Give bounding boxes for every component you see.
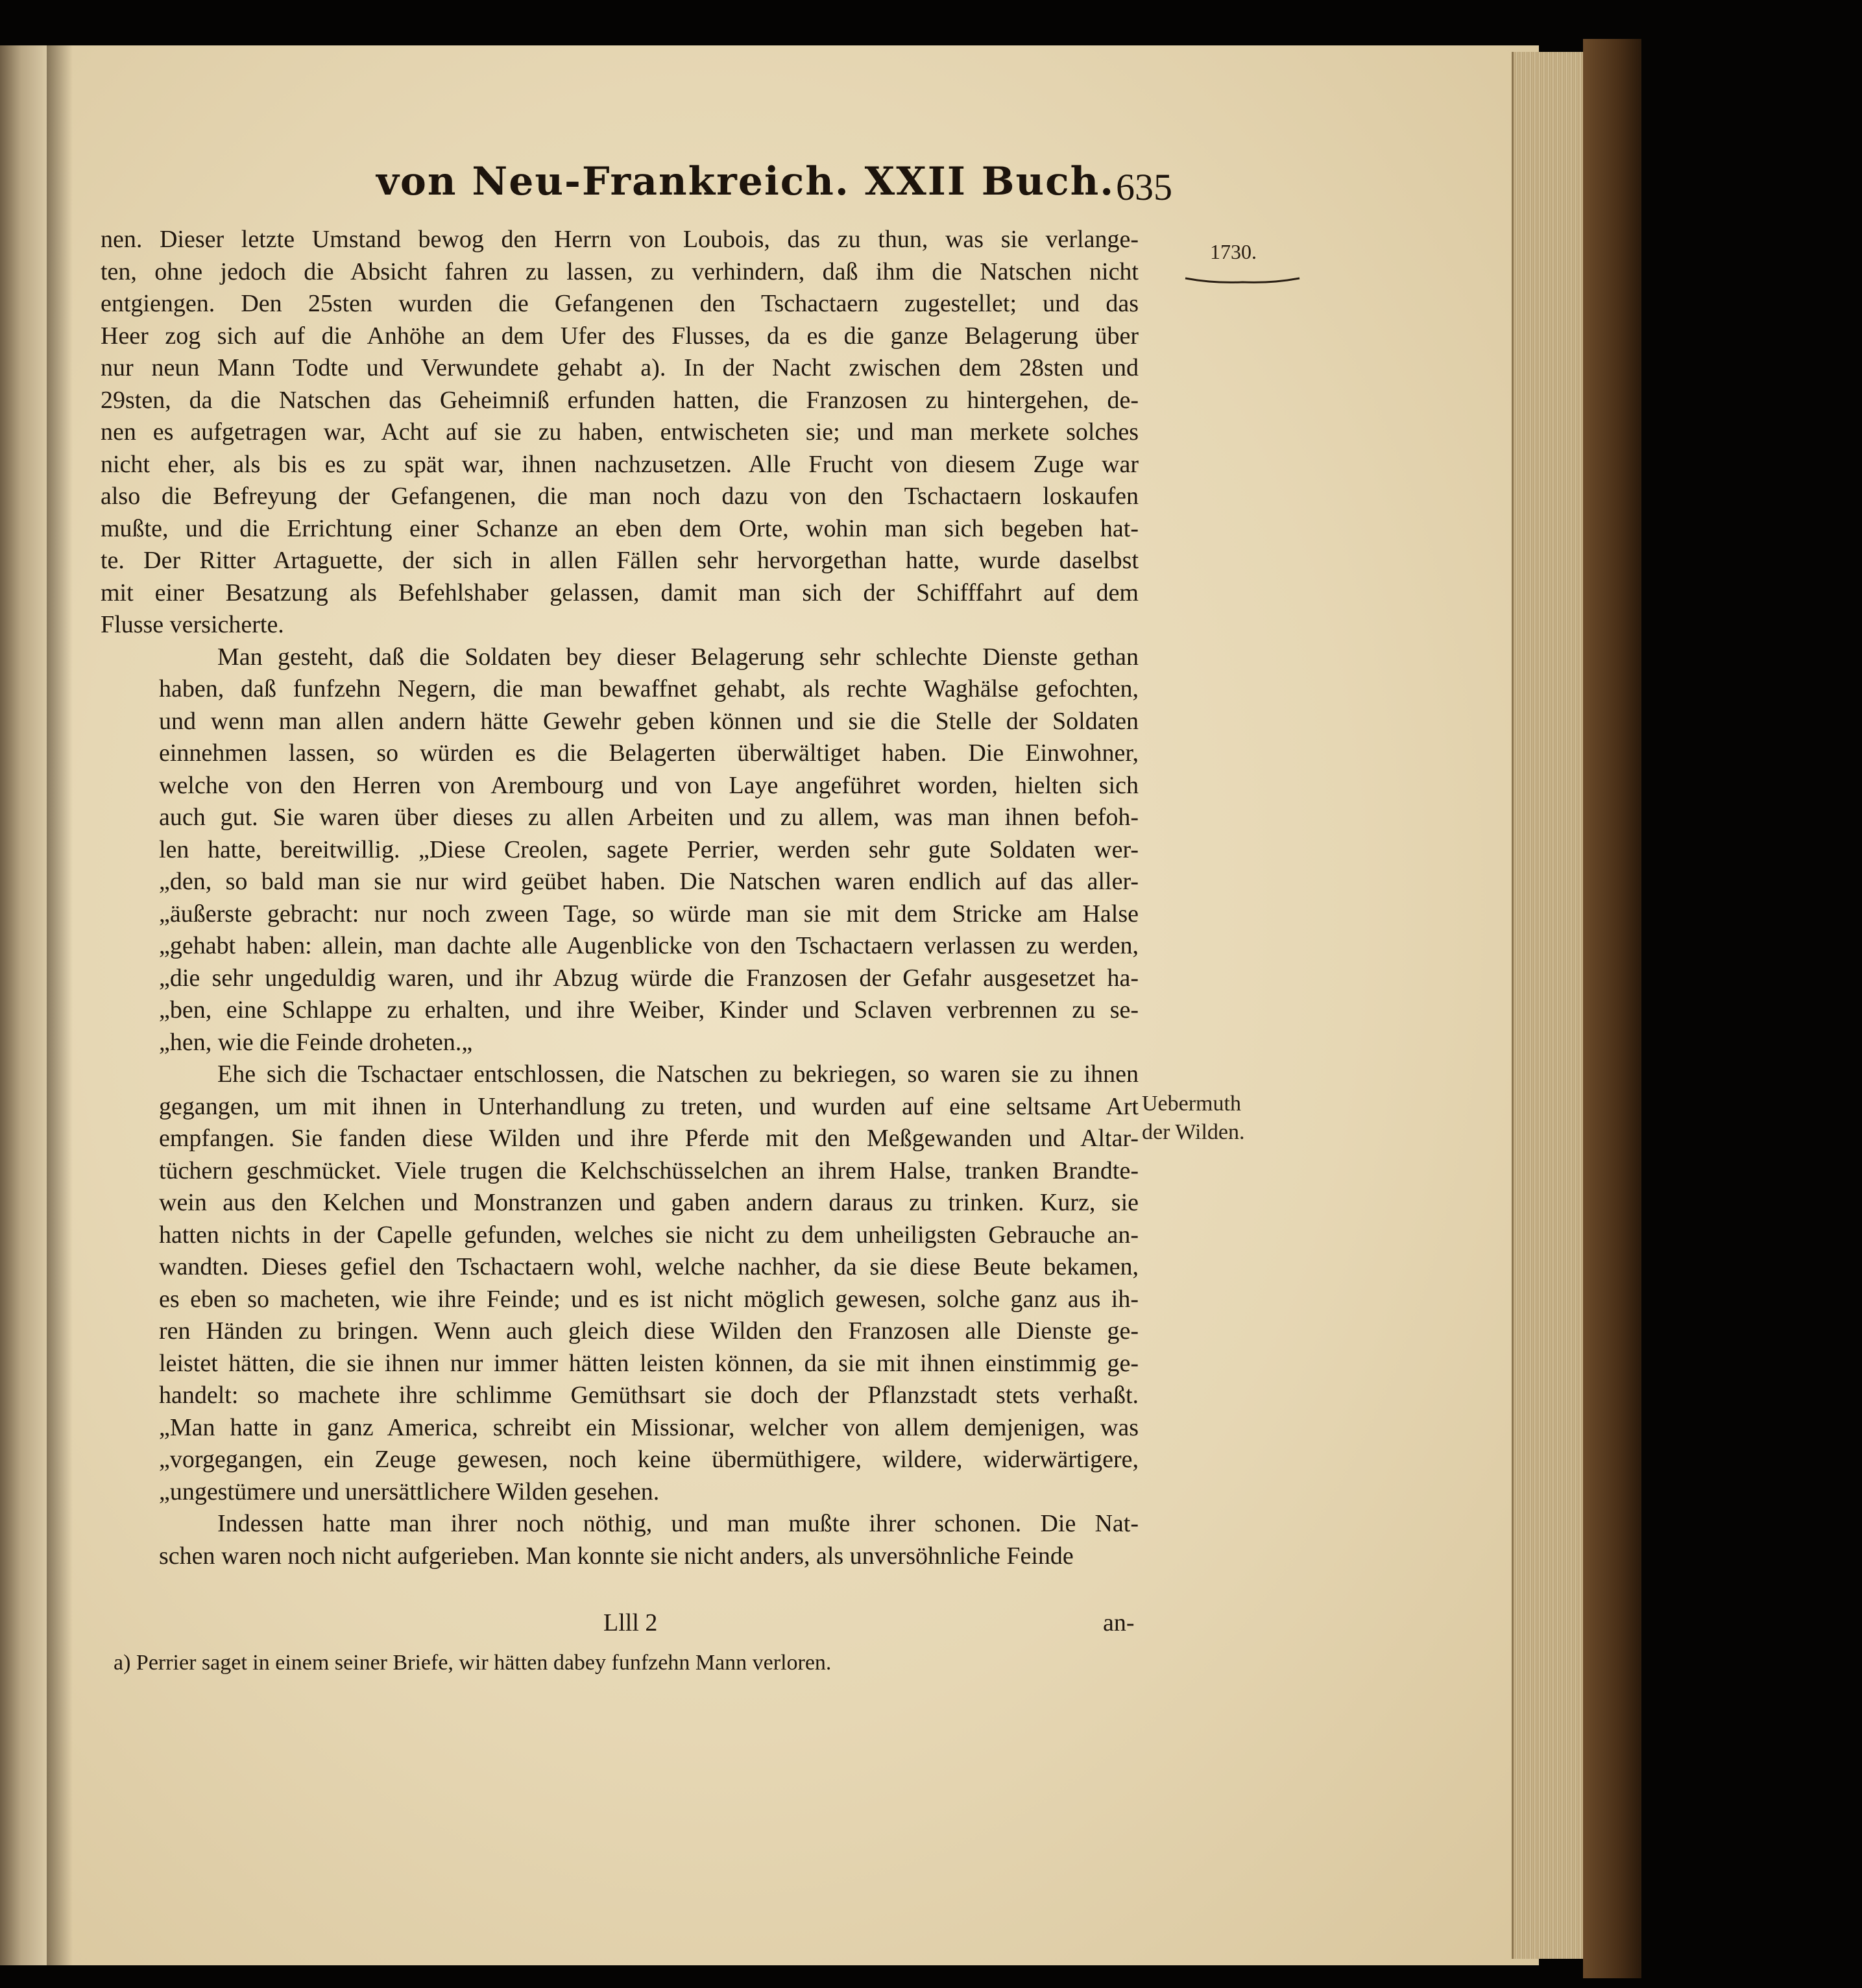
- page-header: [376, 159, 1220, 224]
- text-line: schen waren noch nicht aufgerieben. Man konnte sie nicht anders, als unversöhnliche Feinde: [159, 1542, 1074, 1570]
- text-line: einnehmen lassen, so würden es die Belagerten überwältiget haben. Die Einwohner,: [159, 739, 1139, 767]
- text-line: tüchern geschmücket. Viele trugen die Kelchschüsselchen an ihrem Halse, tranken Brandte-: [159, 1156, 1139, 1184]
- text-line: welche von den Herren von Arembourg und von Laye angeführet worden, hielten sich: [159, 771, 1139, 799]
- catchword: an-: [1103, 1609, 1135, 1636]
- text-line: gegangen, um mit ihnen in Unterhandlung zu treten, und wurden auf eine seltsame Art: [159, 1092, 1139, 1120]
- text-line: len hatte, bereitwillig. „Diese Creolen, sagete Perrier, werden sehr gute Soldaten wer-: [159, 835, 1139, 863]
- left-page-edge: [0, 45, 48, 1965]
- text-line: „ben, eine Schlappe zu erhalten, und ihre Weiber, Kinder und Sclaven verbrennen zu se-: [159, 996, 1139, 1024]
- text-line: „gehabt haben: allein, man dachte alle Augenblicke von den Tschactaern verlassen zu werden,: [159, 932, 1139, 959]
- book-cover: [1583, 39, 1641, 1978]
- text-line: wandten. Dieses gefiel den Tschactaern wohl, welche nachher, da sie diese Beute bekamen,: [159, 1253, 1139, 1280]
- side-note-line: der Wilden.: [1142, 1120, 1245, 1144]
- year-rule-ornament: [1184, 276, 1301, 285]
- text-line: „äußerste gebracht: nur noch zween Tage, so würde man sie mit dem Stricke am Halse: [159, 900, 1139, 928]
- paragraph: [101, 1508, 1139, 1572]
- text-line: hatten nichts in der Capelle gefunden, welches sie nicht zu dem unheiligsten Gebrauche an-: [159, 1221, 1139, 1249]
- text-line: nicht eher, als bis es zu spät war, ihnen nachzusetzen. Alle Frucht von diesem Zuge war: [101, 450, 1139, 478]
- text-line: „den, so bald man sie nur wird geübet haben. Die Natschen waren endlich auf das aller-: [159, 868, 1139, 895]
- text-line: nen es aufgetragen war, Acht auf sie zu haben, entwischeten sie; und man merkete solches: [101, 418, 1139, 446]
- text-line: also die Befreyung der Gefangenen, die man noch dazu von den Tschactaern loskaufen: [101, 483, 1139, 510]
- text-line: Heer zog sich auf die Anhöhe an dem Ufer des Flusses, da es die ganze Belagerung über: [101, 322, 1139, 350]
- text-line: ten, ohne jedoch die Absicht fahren zu lassen, zu verhindern, daß ihm die Natschen nicht: [101, 257, 1139, 285]
- text-line: Ehe sich die Tschactaer entschlossen, die Natschen zu bekriegen, so waren sie zu ihnen: [217, 1060, 1139, 1088]
- text-line: leistet hätten, die sie ihnen nur immer hätten leisten können, da sie mit ihnen einstimmig ge-: [159, 1349, 1139, 1377]
- page-edges: [1512, 52, 1585, 1959]
- text-line: nen. Dieser letzte Umstand bewog den Herrn von Loubois, das zu thun, was sie verlange-: [101, 226, 1139, 253]
- margin-side-note: [1142, 1090, 1272, 1147]
- text-line: „vorgegangen, ein Zeuge gewesen, noch keine übermüthigere, wildere, widerwärtigere,: [159, 1446, 1139, 1473]
- text-line: mußte, und die Errichtung einer Schanze an eben dem Orte, wohin man sich begeben hat-: [101, 514, 1139, 542]
- text-line: handelt: so machete ihre schlimme Gemüthsart sie doch der Pflanzstadt stets verhaßt.: [159, 1382, 1139, 1409]
- signature-mark: Llll 2: [603, 1609, 658, 1636]
- bleed-through-note: [1213, 752, 1311, 777]
- text-line: Flusse versicherte.: [101, 611, 284, 638]
- running-head: von Neu-Frankreich. XXII Buch.: [376, 159, 1115, 204]
- text-line: empfangen. Sie fanden diese Wilden und ihre Pferde mit den Meßgewanden und Altar-: [159, 1125, 1139, 1152]
- text-line: Indessen hatte man ihrer noch nöthig, und man mußte ihrer schonen. Die Nat-: [217, 1510, 1139, 1537]
- body-text: [101, 224, 1139, 1572]
- text-line: es eben so macheten, wie ihre Feinde; und es ist nicht möglich gewesen, solche ganz aus ih-: [159, 1285, 1139, 1313]
- footnote: a) Perrier saget in einem seiner Briefe, wir hätten dabey funfzehn Mann verloren.: [114, 1651, 832, 1675]
- text-line: mit einer Besatzung als Befehlshaber gelassen, damit man sich der Schifffahrt auf dem: [101, 579, 1139, 606]
- side-note-line: Uebermuth: [1142, 1092, 1241, 1116]
- text-line: auch gut. Sie waren über dieses zu allen Arbeiten und zu allem, was man ihnen befoh-: [159, 804, 1139, 831]
- text-line: nur neun Mann Todte und Verwundete gehabt a). In der Nacht zwischen dem 28sten und: [101, 354, 1139, 381]
- text-line: ren Händen zu bringen. Wenn auch gleich diese Wilden den Franzosen alle Dienste ge-: [159, 1317, 1139, 1345]
- margin-year: 1730.: [1210, 240, 1257, 263]
- text-line: entgiengen. Den 25sten wurden die Gefangenen den Tschactaern zugestellet; und das: [101, 290, 1139, 317]
- text-line: Man gesteht, daß die Soldaten bey dieser Belagerung sehr schlechte Dienste gethan: [217, 643, 1139, 671]
- text-line: wein aus den Kelchen und Monstranzen und gaben andern daraus zu trinken. Kurz, sie: [159, 1189, 1139, 1216]
- text-line: „hen, wie die Feinde droheten.„: [159, 1028, 473, 1056]
- paragraph: [101, 224, 1139, 641]
- paragraph: [101, 641, 1139, 1059]
- text-line: te. Der Ritter Artaguette, der sich in allen Fällen sehr hervorgethan hatte, wurde daselbst: [101, 547, 1139, 574]
- text-line: „Man hatte in ganz America, schreibt ein Missionar, welcher von allem demjenigen, was: [159, 1413, 1139, 1441]
- paragraph: [101, 1059, 1139, 1508]
- text-line: und wenn man allen andern hätte Gewehr geben können und sie die Stelle der Soldaten: [159, 707, 1139, 735]
- text-line: haben, daß funfzehn Negern, die man bewaffnet gehabt, als rechte Waghälse gefochten,: [159, 675, 1139, 702]
- page-number: 635: [1116, 166, 1172, 208]
- text-line: „ungestümere und unersättlichere Wilden gesehen.: [159, 1478, 660, 1505]
- spine-shadow: [47, 45, 73, 1965]
- text-line: „die sehr ungeduldig waren, und ihr Abzug würde die Franzosen der Gefahr ausgesetzet ha-: [159, 964, 1139, 992]
- text-line: 29sten, da die Natschen das Geheimniß erfunden hatten, die Franzosen zu hintergehen, de-: [101, 386, 1139, 414]
